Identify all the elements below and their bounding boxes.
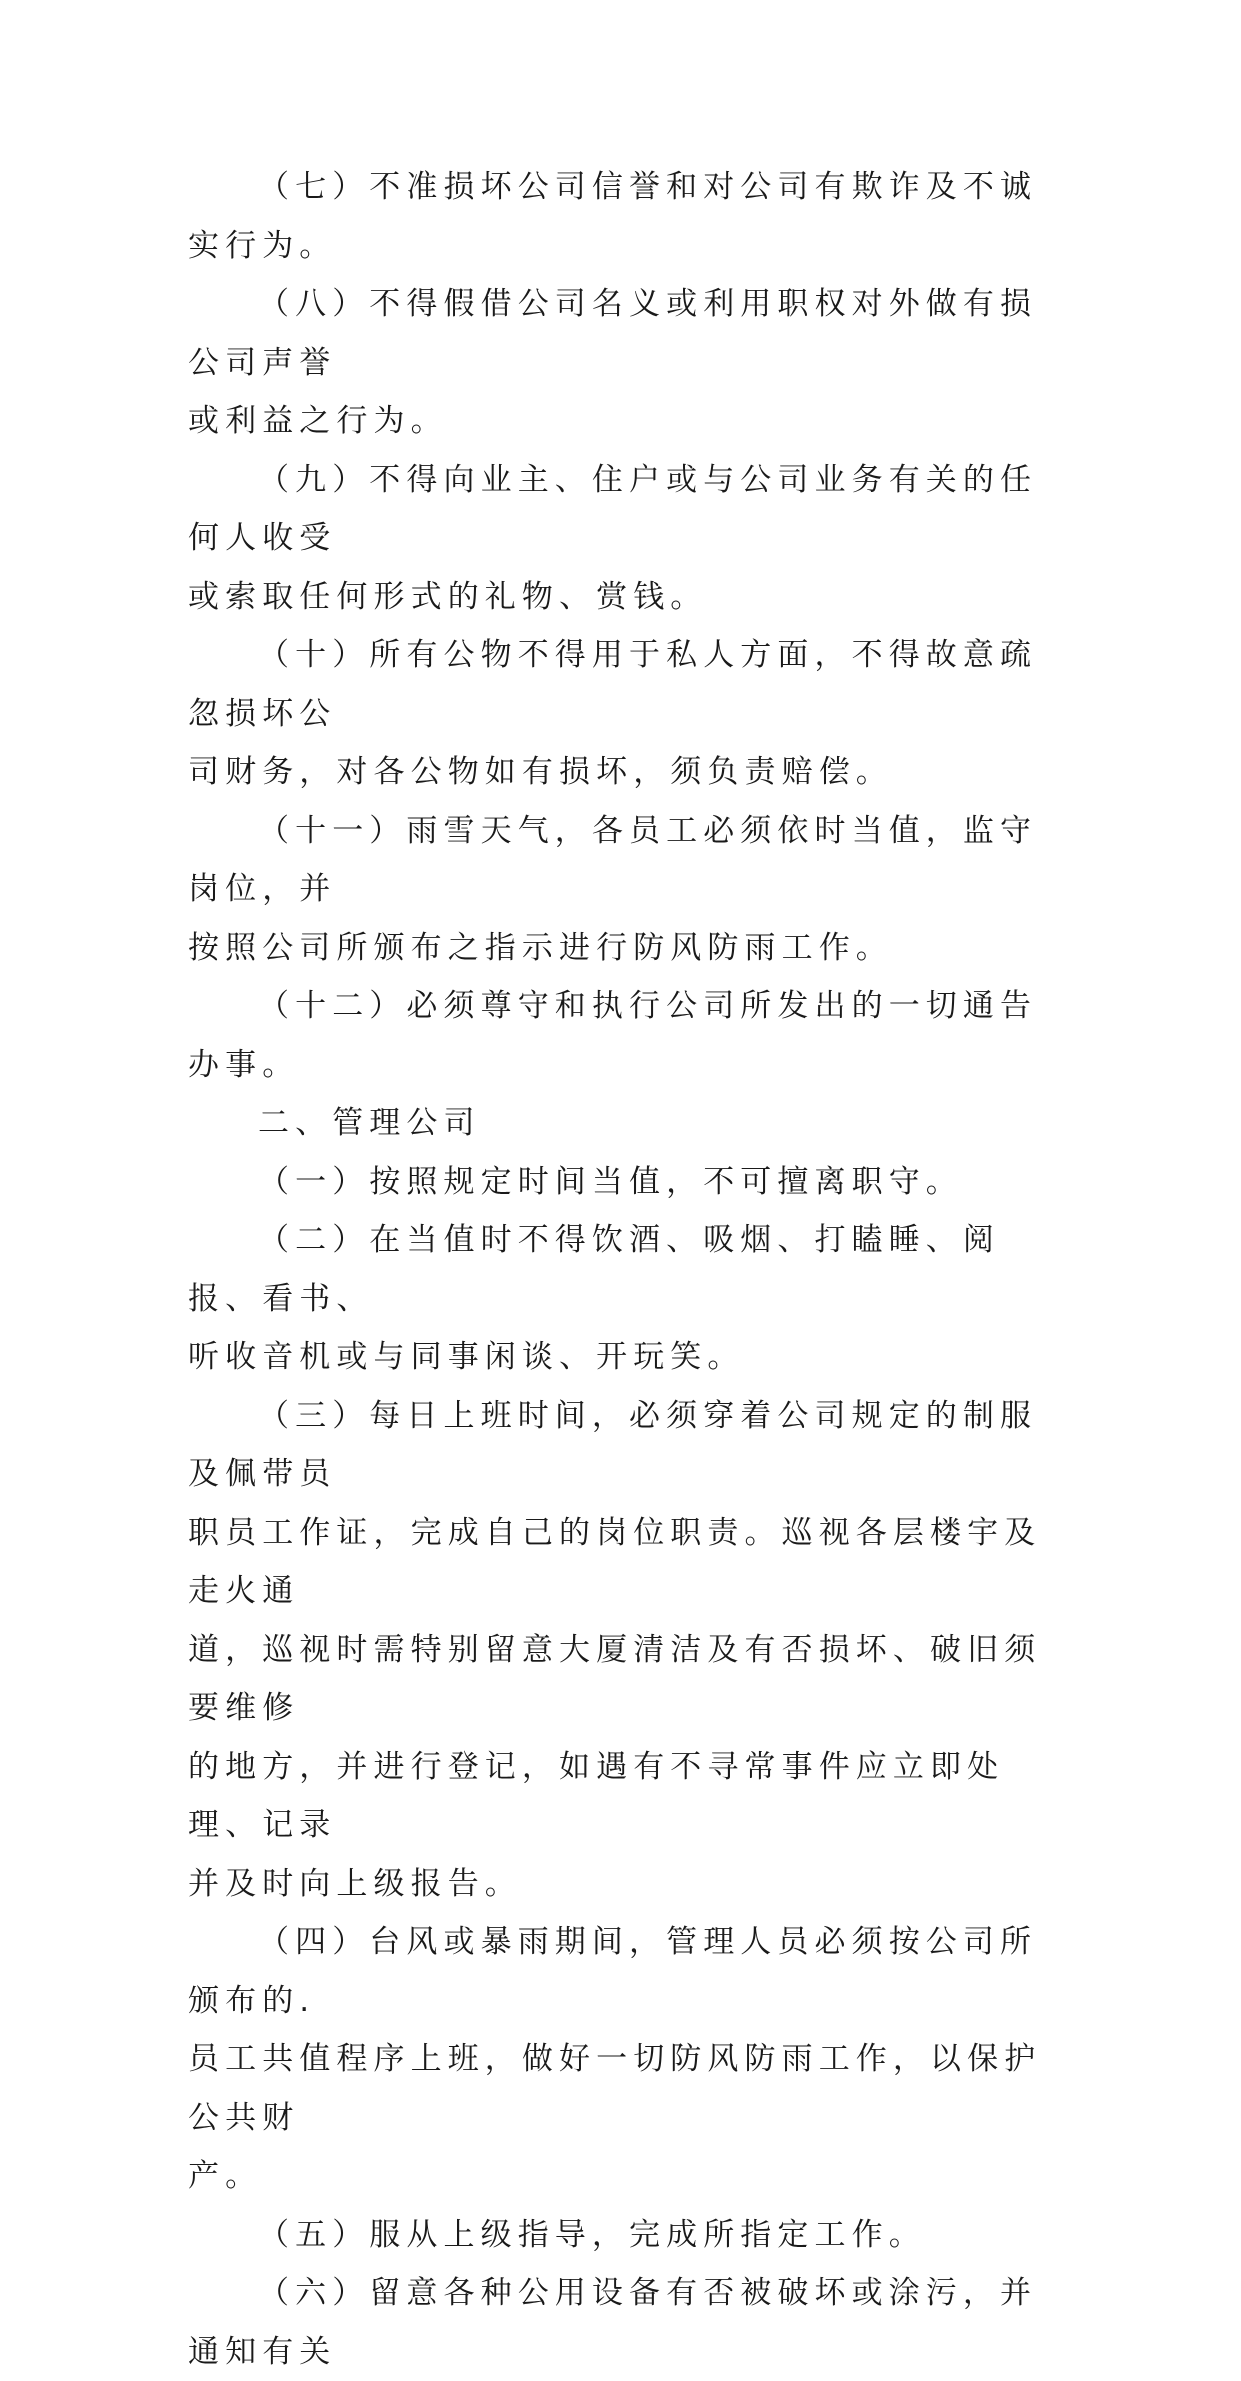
paragraph-12-notices: （十二）必须尊守和执行公司所发出的一切通告办事。 <box>188 988 1038 1083</box>
paragraph-9-gifts: （九）不得向业主、住户或与公司业务有关的任何人收受 或索取任何形式的礼物、赏钱。 <box>188 461 1038 615</box>
paragraph-4-typhoon: （四）台风或暴雨期间，管理人员必须按公司所颁布的. 员工共值程序上班，做好一切防风防雨工作，以保护公共财 产。 <box>188 1924 1042 2194</box>
paragraph-6-equipment: （六）留意各种公用设备有否被破坏或涂污，并通知有关 <box>188 2275 1038 2370</box>
paragraph-2-conduct: （二）在当值时不得饮酒、吸烟、打瞌睡、阅报、看书、 听收音机或与同事闲谈、开玩笑。 <box>188 1222 1000 1375</box>
paragraph-3-daily-duties: （三）每日上班时间，必须穿着公司规定的制服及佩带员 职员工作证，完成自己的岗位职责。巡视各层楼宇及走火通 道，巡视时需特别留意大厦清洁及有否损坏、破旧须要维修 的地方，并进行登记，如遇有不寻常事件应立即处理、记录 并及时向上级报告。 <box>188 1397 1042 1902</box>
paragraph-7-reputation: （七）不准损坏公司信誉和对公司有欺诈及不诚实行为。 <box>188 169 1038 264</box>
paragraph-5-obey: （五）服从上级指导，完成所指定工作。 <box>258 2216 926 2253</box>
document-body <box>188 158 1068 2381</box>
paragraph-10-public-property: （十）所有公物不得用于私人方面，不得故意疏忽损坏公 司财务，对各公物如有损坏，须负责赔偿。 <box>188 637 1038 790</box>
paragraph-8-abuse-of-name: （八）不得假借公司名义或利用职权对外做有损公司声誉 或利益之行为。 <box>188 286 1038 439</box>
paragraph-11-weather-duty: （十一）雨雪天气，各员工必须依时当值，监守岗位，并 按照公司所颁布之指示进行防风防雨工作。 <box>188 812 1038 966</box>
section-heading-management: 二、管理公司 <box>258 1105 481 1141</box>
paragraph-1-on-duty: （一）按照规定时间当值，不可擅离职守。 <box>258 1163 963 1200</box>
